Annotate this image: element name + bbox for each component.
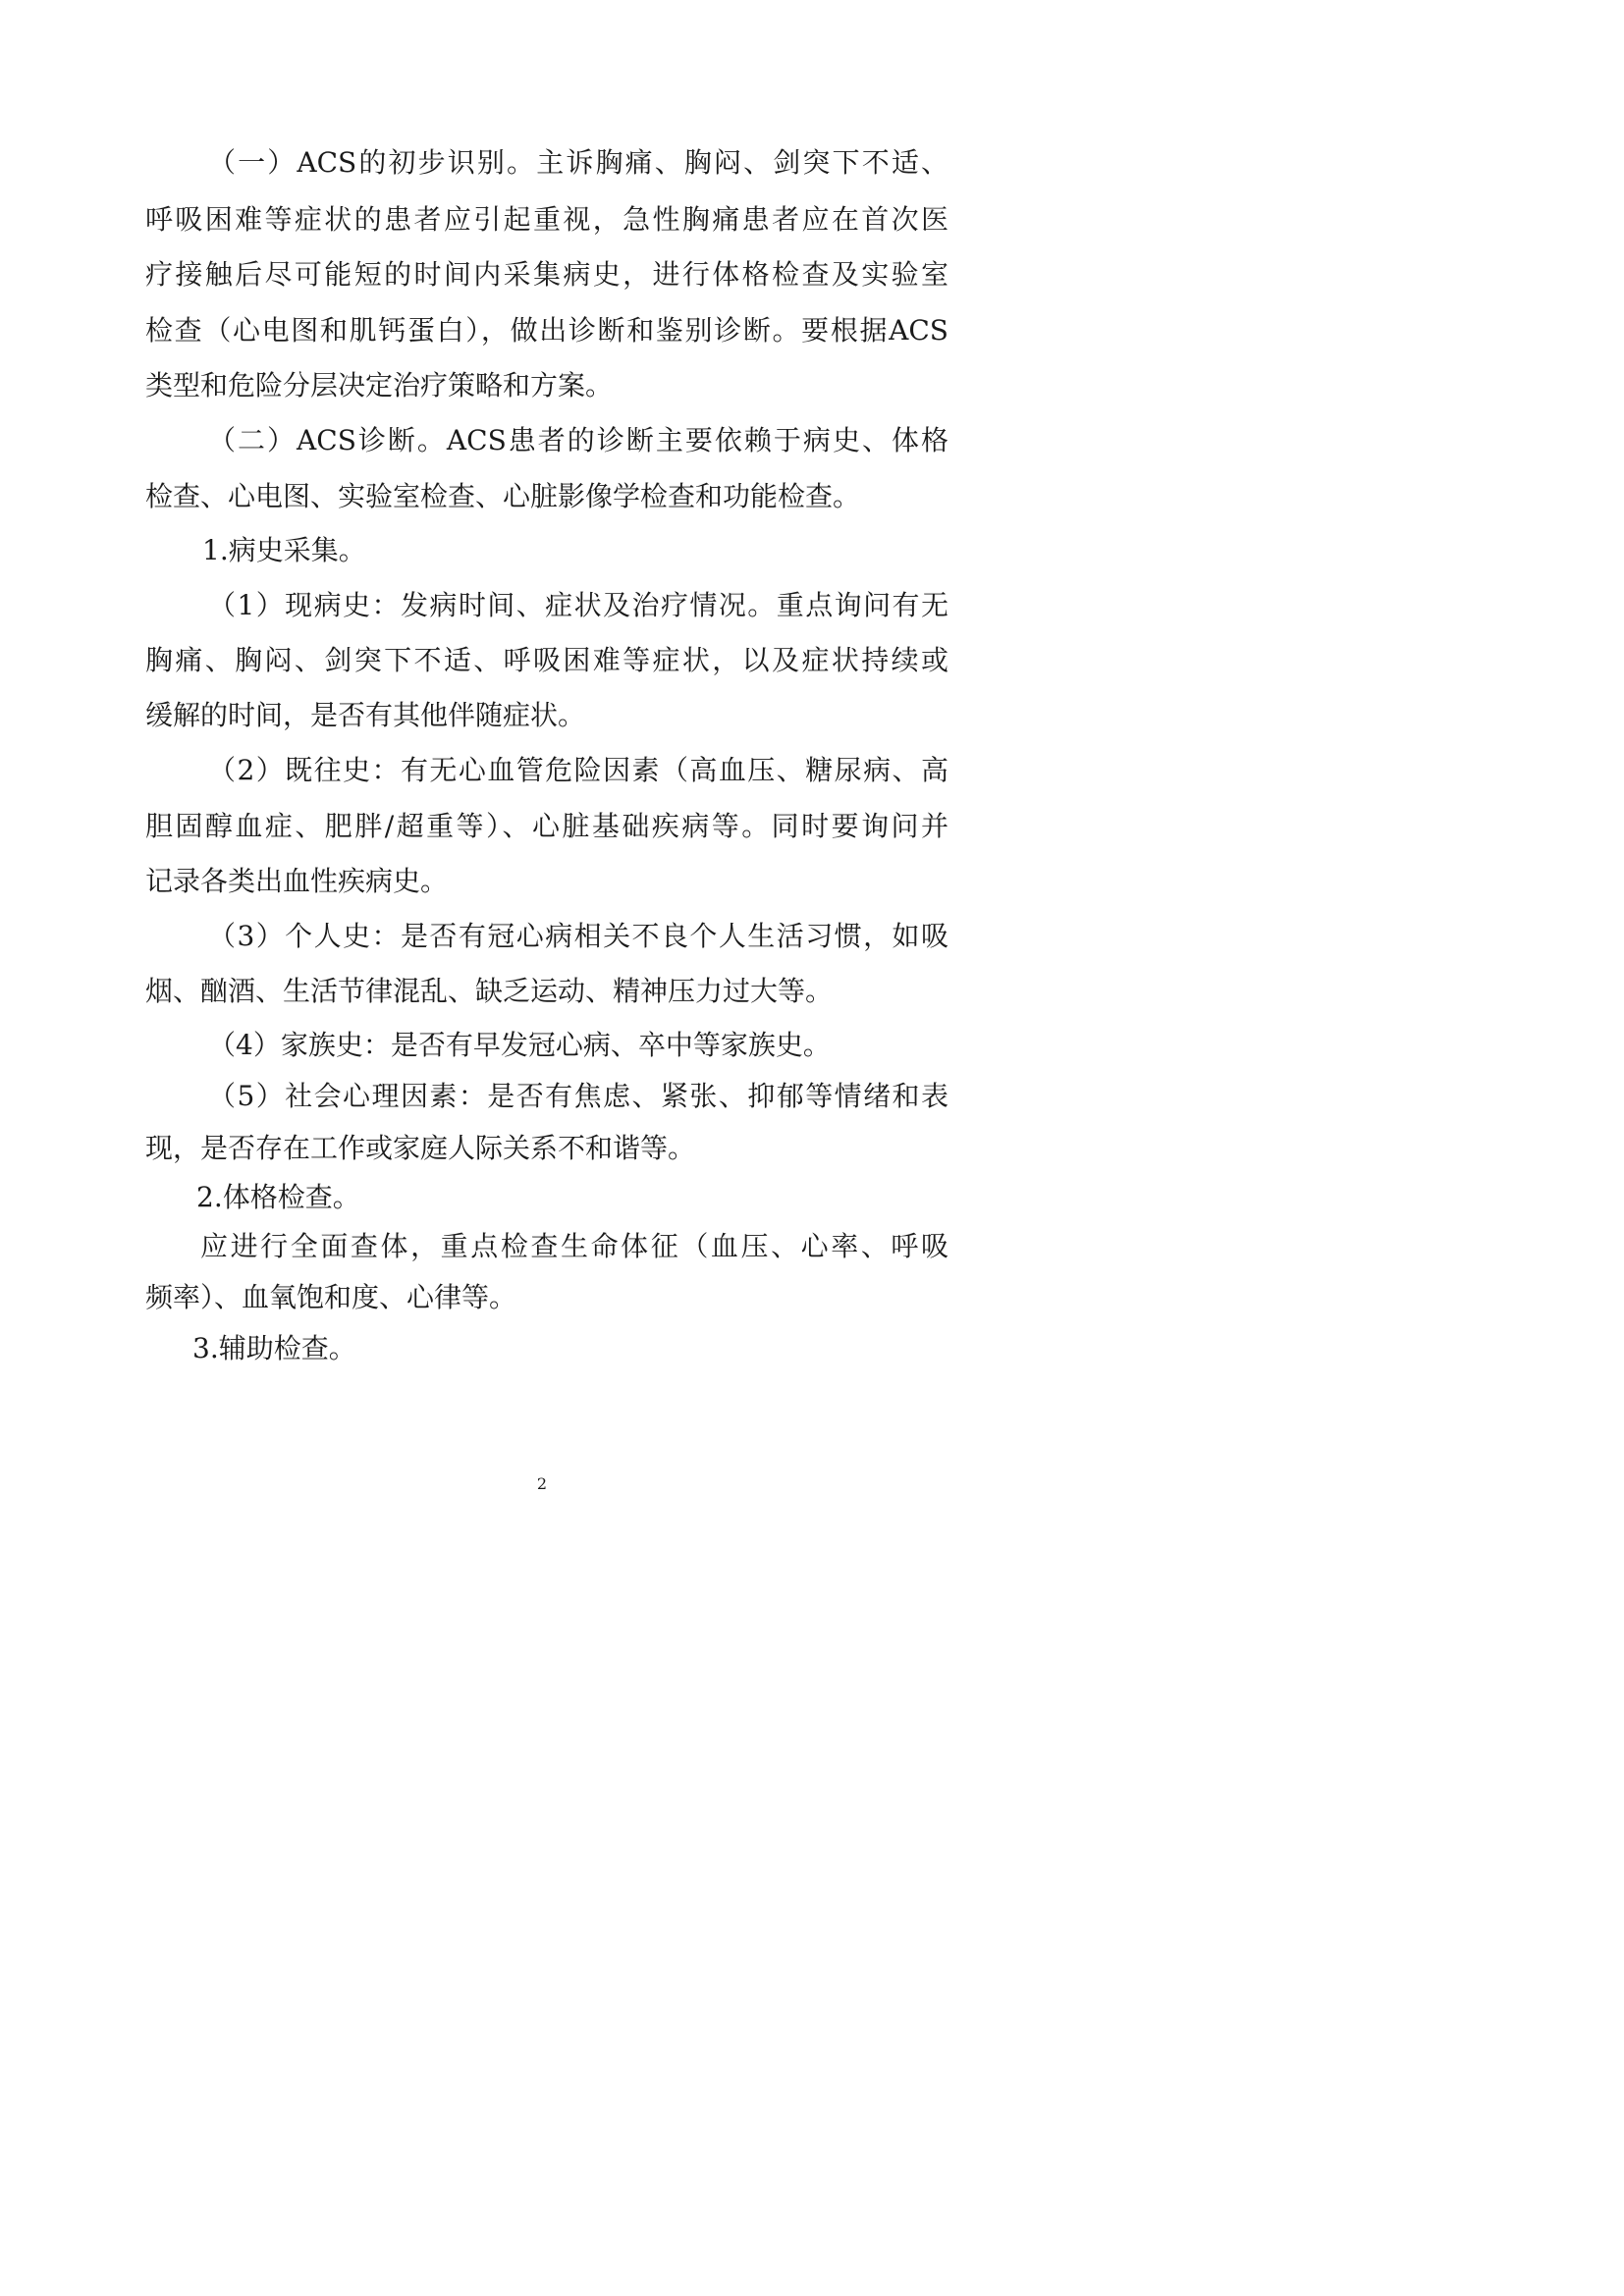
section-heading-history: 1.病史采集。 <box>202 534 366 566</box>
text-line: 烟、酗酒、生活节律混乱、缺乏运动、精神压力过大等。 <box>145 975 834 1007</box>
paragraph-family-history: （4）家族史：是否有早发冠心病、卒中等家族史。 <box>208 1029 831 1061</box>
text-line: 应进行全面查体，重点检查生命体征（血压、心率、呼吸 <box>200 1230 948 1262</box>
text-line: 类型和危险分层决定治疗策略和方案。 <box>145 369 614 401</box>
text-line: （1）现病史：发病时间、症状及治疗情况。重点询问有无 <box>208 589 948 621</box>
text-line: （5）社会心理因素：是否有焦虑、紧张、抑郁等情绪和表 <box>208 1080 948 1112</box>
text-line: 呼吸困难等症状的患者应引起重视，急性胸痛患者应在首次医 <box>145 203 948 236</box>
text-line: 频率）、血氧饱和度、心律等。 <box>145 1281 517 1313</box>
text-line: （一）ACS的初步识别。主诉胸痛、胸闷、剑突下不适、 <box>208 146 948 179</box>
text-line: 缓解的时间，是否有其他伴随症状。 <box>145 699 586 731</box>
document-page <box>0 0 1084 1532</box>
text-line: 胸痛、胸闷、剑突下不适、呼吸困难等症状，以及症状持续或 <box>145 644 948 676</box>
text-line: （二）ACS诊断。ACS患者的诊断主要依赖于病史、体格 <box>208 424 948 456</box>
text-line: 胆固醇血症、肥胖/超重等）、心脏基础疾病等。同时要询问并 <box>145 810 948 842</box>
text-line: （2）既往史：有无心血管危险因素（高血压、糖尿病、高 <box>208 754 948 786</box>
text-line: （3）个人史：是否有冠心病相关不良个人生活习惯，如吸 <box>208 920 948 952</box>
section-heading-auxiliary-exam: 3.辅助检查。 <box>192 1332 356 1364</box>
text-line: 检查（心电图和肌钙蛋白），做出诊断和鉴别诊断。要根据ACS <box>145 314 948 347</box>
section-heading-physical-exam: 2.体格检查。 <box>196 1181 360 1213</box>
text-line: 检查、心电图、实验室检查、心脏影像学检查和功能检查。 <box>145 480 861 512</box>
text-line: 疗接触后尽可能短的时间内采集病史，进行体格检查及实验室 <box>145 258 948 291</box>
page-number: 2 <box>536 1474 548 1493</box>
text-line: 现，是否存在工作或家庭人际关系不和谐等。 <box>145 1132 696 1164</box>
text-line: 记录各类出血性疾病史。 <box>145 865 449 897</box>
